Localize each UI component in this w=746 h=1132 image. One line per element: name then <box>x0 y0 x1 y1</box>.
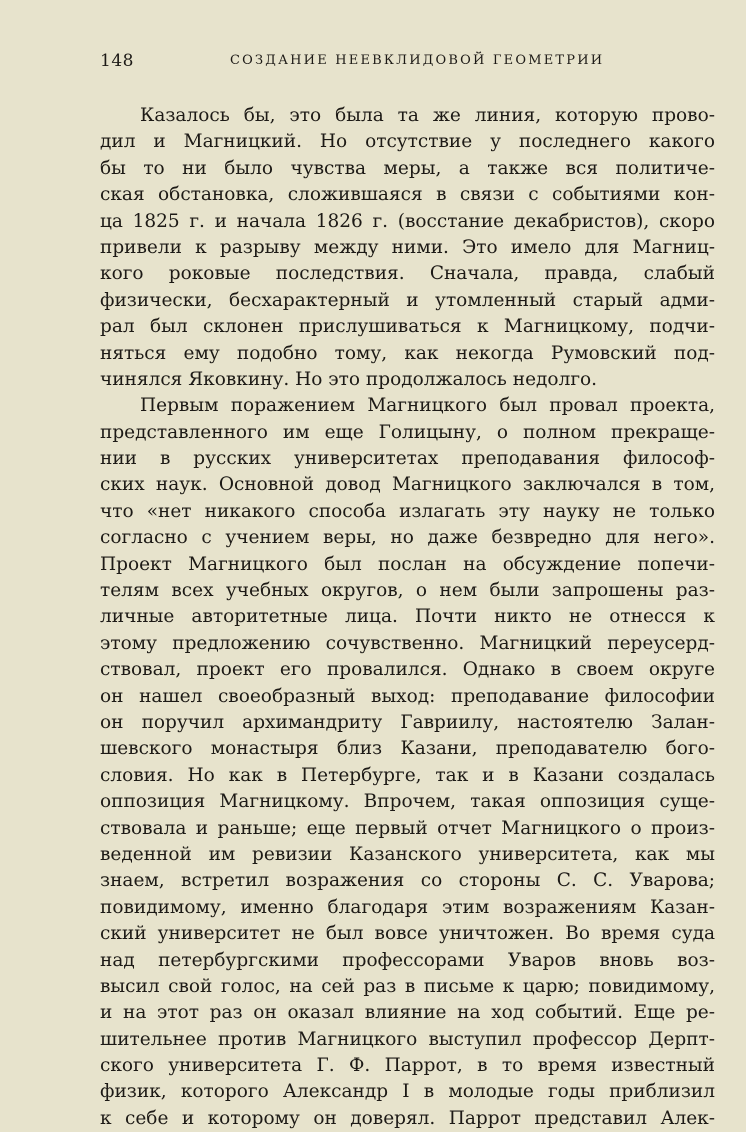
text-line: высил свой голос, на сей раз в письме к царю; повидимому, <box>100 975 715 997</box>
text-line: представленного им еще Голицыну, о полном прекраще- <box>100 421 715 443</box>
page-header <box>100 51 716 73</box>
text-line: и на этот раз он оказал влияние на ход событий. Еще ре- <box>100 1002 715 1024</box>
running-title: СОЗДАНИЕ НЕЕВКЛИДОВОЙ ГЕОМЕТРИИ <box>230 53 605 68</box>
text-line: ствовал, проект его провалился. Однако в своем округе <box>100 659 715 681</box>
text-line: Проект Магницкого был послан на обсуждение попечи- <box>100 553 715 575</box>
text-line: привели к разрыву между ними. Это имело для Магниц- <box>100 236 715 258</box>
text-line: над петербургскими профессорами Уваров вновь воз- <box>100 949 715 971</box>
text-line: ствовала и раньше; еще первый отчет Магницкого о произ- <box>100 817 715 839</box>
text-line: он нашел своеобразный выход: преподавание философии <box>100 685 715 707</box>
text-line: дил и Магницкий. Но отсутствие у последнего какого <box>100 131 715 153</box>
text-line: этому предложению сочувственно. Магницкий переусерд- <box>100 632 715 654</box>
page-number: 148 <box>100 51 134 71</box>
text-line: нии в русских университетах преподавания философ- <box>100 448 715 470</box>
text-line: физик, которого Александр I в молодые годы приблизил <box>100 1081 715 1103</box>
text-line: согласно с учением веры, но даже безвредно для него». <box>100 527 715 549</box>
text-line: ских наук. Основной довод Магницкого заключался в том, <box>100 474 715 496</box>
text-line: ский университет не был вовсе уничтожен. Во время суда <box>100 923 715 945</box>
text-line: веденной им ревизии Казанского университета, как мы <box>100 843 715 865</box>
text-line: чинялся Яковкину. Но это продолжалось недолго. <box>100 368 598 390</box>
text-line: он поручил архимандриту Гавриилу, настоятелю Залан- <box>100 711 715 733</box>
text-line: телям всех учебных округов, о нем были запрошены раз- <box>100 580 715 602</box>
text-line: няться ему подобно тому, как некогда Румовский под- <box>100 342 715 364</box>
text-line: оппозиция Магницкому. Впрочем, такая оппозиция суще- <box>100 791 715 813</box>
text-line: физически, бесхарактерный и утомленный старый адми- <box>100 289 715 311</box>
text-line: Первым поражением Магницкого был провал проекта, <box>140 395 715 417</box>
text-line: личные авторитетные лица. Почти никто не отнесся к <box>100 606 715 628</box>
text-line: ского университета Г. Ф. Паррот, в то время известный <box>100 1055 715 1077</box>
text-line: знаем, встретил возражения со стороны С. С. Уварова; <box>100 870 715 892</box>
text-line: повидимому, именно благодаря этим возражениям Казан- <box>100 896 715 918</box>
text-line: Казалось бы, это была та же линия, которую прово- <box>140 105 715 126</box>
text-line: шительнее против Магницкого выступил профессор Дерпт- <box>100 1028 715 1050</box>
text-line: шевского монастыря близ Казани, преподавателю бого- <box>100 738 715 760</box>
text-line: ская обстановка, сложившаяся в связи с событиями кон- <box>100 184 715 206</box>
text-line: словия. Но как в Петербурге, так и в Казани создалась <box>100 764 715 786</box>
body-text <box>100 103 715 1132</box>
text-line: ца 1825 г. и начала 1826 г. (восстание декабристов), скоро <box>100 210 715 232</box>
text-line: к себе и которому он доверял. Паррот представил Алек- <box>100 1107 715 1129</box>
text-line: что «нет никакого способа излагать эту науку не только <box>100 500 715 522</box>
text-line: рал был склонен прислушиваться к Магницкому, подчи- <box>100 316 715 338</box>
text-line: бы то ни было чувства меры, а также вся политиче- <box>100 157 715 179</box>
text-line: кого роковые последствия. Сначала, правда, слабый <box>100 263 715 285</box>
